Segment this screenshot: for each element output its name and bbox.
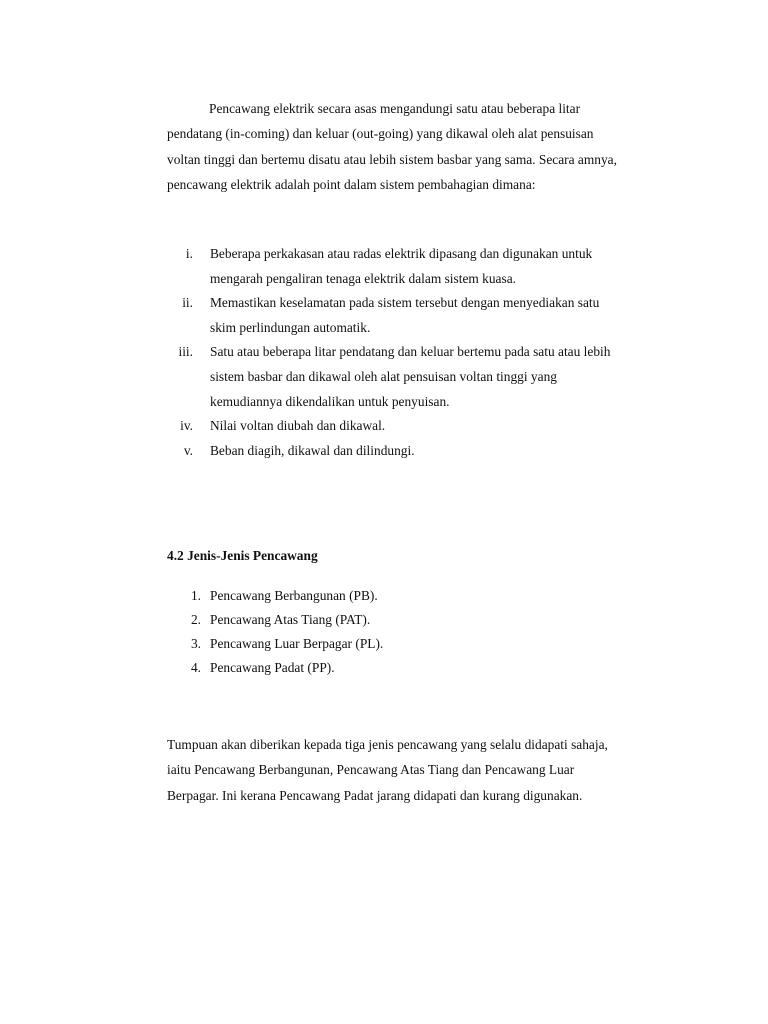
- intro-paragraph: [167, 96, 637, 197]
- list-item: [167, 656, 383, 680]
- list-item: [167, 608, 383, 632]
- list-item-text: Pencawang Atas Tiang (PAT).: [210, 612, 371, 627]
- list-item-text: Beberapa perkakasan atau radas elektrik dipasang dan digunakan untuk: [210, 246, 593, 261]
- list-item: [167, 291, 637, 340]
- list-marker: 3.: [190, 636, 201, 651]
- list-item: [167, 584, 383, 608]
- list-item: [167, 340, 637, 414]
- intro-line: pencawang elektrik adalah point dalam sistem pembahagian dimana:: [167, 176, 536, 192]
- closing-line: Berpagar. Ini kerana Pencawang Padat jarang didapati dan kurang digunakan.: [167, 787, 583, 803]
- list-marker: 1.: [190, 588, 201, 603]
- list-item-text: sistem basbar dan dikawal oleh alat pensuisan voltan tinggi yang: [210, 368, 557, 384]
- numbered-list: [167, 584, 383, 680]
- list-item-text: Nilai voltan diubah dan dikawal.: [210, 418, 386, 434]
- list-item: [167, 242, 637, 291]
- list-marker: v.: [183, 442, 193, 458]
- section-heading: 4.2 Jenis-Jenis Pencawang: [167, 548, 318, 563]
- list-marker: 2.: [190, 612, 201, 627]
- intro-line: pendatang (in-coming) dan keluar (out-going) yang dikawal oleh alat pensuisan: [167, 126, 594, 142]
- list-item: [167, 414, 637, 439]
- list-marker: iii.: [178, 344, 193, 360]
- closing-paragraph: [167, 732, 637, 808]
- list-item-text: Pencawang Padat (PP).: [210, 660, 335, 675]
- list-item-text: skim perlindungan automatik.: [210, 319, 371, 335]
- closing-line: Tumpuan akan diberikan kepada tiga jenis pencawang yang selalu didapati sahaja,: [167, 737, 608, 752]
- list-item: [167, 632, 383, 656]
- list-item-text: Satu atau beberapa litar pendatang dan keluar bertemu pada satu atau lebih: [210, 344, 611, 360]
- intro-line: Pencawang elektrik secara asas mengandungi satu atau beberapa litar: [209, 101, 581, 116]
- list-marker: ii.: [182, 295, 193, 311]
- closing-line: iaitu Pencawang Berbangunan, Pencawang Atas Tiang dan Pencawang Luar: [167, 762, 575, 778]
- list-marker: 4.: [190, 660, 201, 675]
- list-item-text: mengarah pengaliran tenaga elektrik dalam sistem kuasa.: [210, 270, 517, 286]
- list-item-text: Beban diagih, dikawal dan dilindungi.: [210, 442, 415, 458]
- list-item-text: Pencawang Berbangunan (PB).: [210, 588, 378, 603]
- list-item-text: Pencawang Luar Berpagar (PL).: [210, 636, 384, 651]
- list-marker: iv.: [180, 418, 193, 434]
- intro-line: voltan tinggi dan bertemu disatu atau lebih sistem basbar yang sama. Secara amnya,: [167, 151, 617, 167]
- list-marker: i.: [185, 246, 193, 261]
- list-item: [167, 439, 637, 464]
- list-item-text: kemudiannya dikendalikan untuk penyuisan.: [210, 393, 450, 409]
- list-item-text: Memastikan keselamatan pada sistem tersebut dengan menyediakan satu: [210, 295, 600, 311]
- roman-numeral-list: [167, 242, 637, 463]
